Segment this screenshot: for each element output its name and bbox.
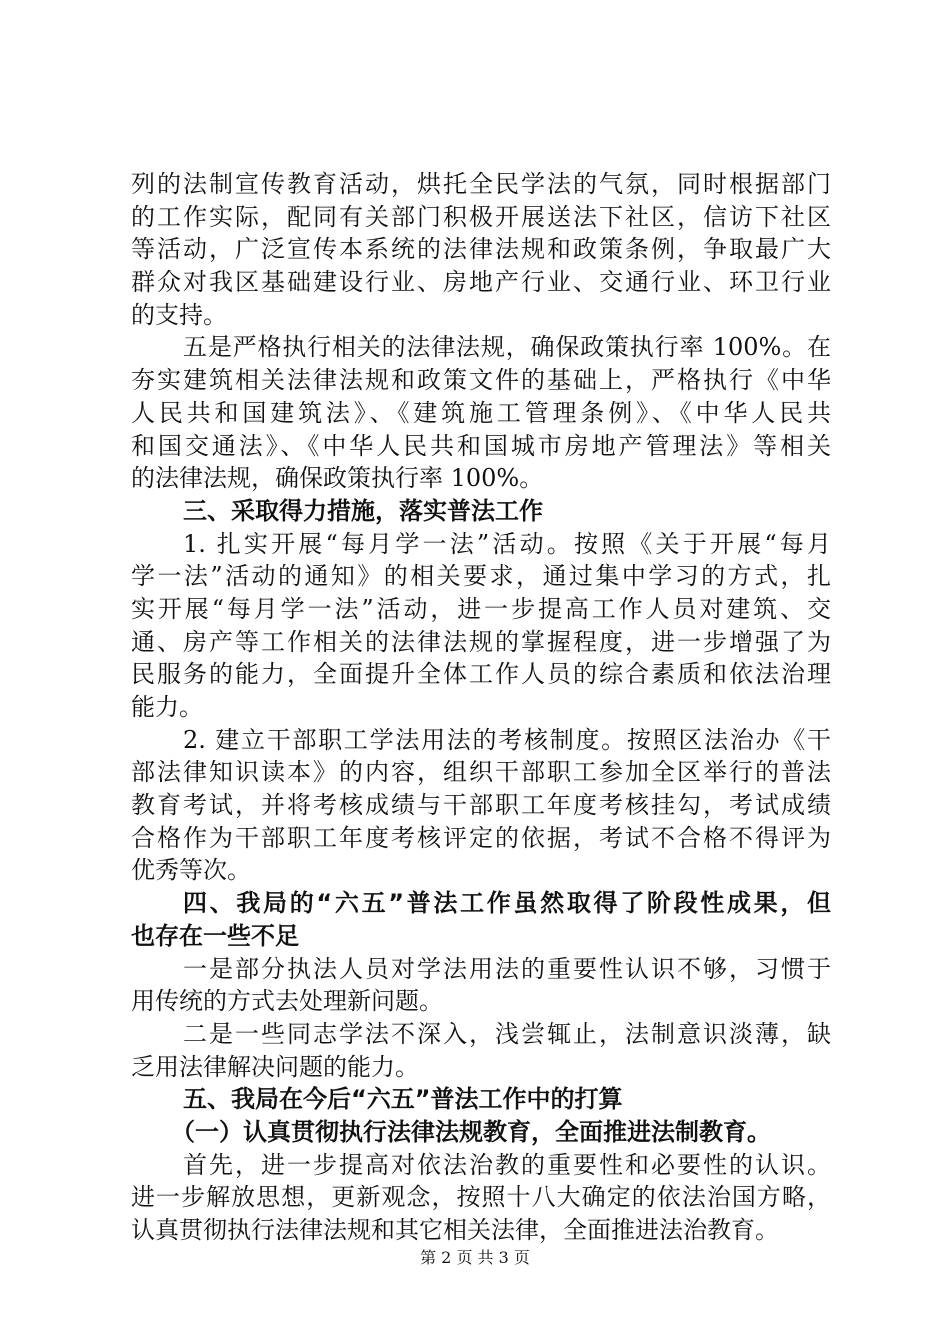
paragraph-start-line: 1. 扎实开展“每月学一法”活动。按照《关于开展“每月 — [183, 529, 831, 558]
paragraph-start-line: 首先，进一步提高对依法治教的重要性和必要性的认识。 — [183, 1150, 831, 1179]
body-line: 学一法”活动的通知》的相关要求，通过集中学习的方式，扎 — [131, 562, 831, 591]
body-line: 合格作为干部职工年度考核评定的依据，考试不合格不得评为 — [131, 823, 831, 852]
paragraph-start-line: 二是一些同志学法不深入，浅尝辄止，法制意识淡薄，缺 — [183, 1019, 831, 1048]
document-body — [131, 168, 831, 1247]
section-heading-4: 四、我局的“六五”普法工作虽然取得了阶段性成果，但 — [183, 889, 831, 918]
body-line: 夯实建筑相关法律法规和政策文件的基础上，严格执行《中华 — [131, 366, 831, 395]
body-line: 进一步解放思想，更新观念，按照十八大确定的依法治国方略， — [131, 1183, 831, 1212]
paragraph-start-line: 一是部分执法人员对学法用法的重要性认识不够，习惯于 — [183, 954, 831, 983]
section-heading-5: 五、我局在今后“六五”普法工作中的打算 — [183, 1085, 623, 1114]
subsection-heading-1: （一）认真贯彻执行法律法规教育，全面推进法制教育。 — [171, 1117, 771, 1146]
page-footer: 第 2 页 共 3 页 — [420, 1248, 530, 1267]
paragraph-start-line: 2. 建立干部职工学法用法的考核制度。按照区法治办《干 — [183, 725, 831, 754]
body-line: 群众对我区基础建设行业、房地产行业、交通行业、环卫行业 — [131, 268, 831, 297]
body-line: 实开展“每月学一法”活动，进一步提高工作人员对建筑、交 — [131, 594, 831, 623]
body-line: 的工作实际，配同有关部门积极开展送法下社区，信访下社区 — [131, 202, 831, 231]
body-line: 通、房产等工作相关的法律法规的掌握程度，进一步增强了为 — [131, 627, 831, 656]
body-line: 优秀等次。 — [131, 856, 251, 885]
body-line: 等活动，广泛宣传本系统的法律法规和政策条例，争取最广大 — [131, 235, 831, 264]
body-line: 人民共和国建筑法》、《建筑施工管理条例》、《中华人民共 — [131, 398, 831, 427]
body-line: 的法律法规，确保政策执行率 100%。 — [131, 464, 544, 493]
body-line: 乏用法律解决问题的能力。 — [131, 1052, 419, 1081]
body-line: 部法律知识读本》的内容，组织干部职工参加全区举行的普法 — [131, 758, 831, 787]
body-line: 的支持。 — [131, 300, 227, 329]
body-line: 用传统的方式去处理新问题。 — [131, 987, 443, 1016]
body-line: 认真贯彻执行法律法规和其它相关法律，全面推进法治教育。 — [131, 1216, 779, 1244]
body-line: 能力。 — [131, 693, 203, 721]
body-line: 民服务的能力，全面提升全体工作人员的综合素质和依法治理 — [131, 660, 831, 689]
body-line: 列的法制宣传教育活动，烘托全民学法的气氛，同时根据部门 — [131, 170, 831, 198]
section-heading-4-cont: 也存在一些不足 — [131, 921, 299, 950]
body-line: 和国交通法》、《中华人民共和国城市房地产管理法》等相关 — [131, 431, 831, 460]
section-heading-3: 三、采取得力措施，落实普法工作 — [183, 496, 543, 525]
body-line: 教育考试，并将考核成绩与干部职工年度考核挂勾，考试成绩 — [131, 791, 831, 820]
paragraph-start-line: 五是严格执行相关的法律法规，确保政策执行率 100%。在 — [183, 333, 831, 362]
